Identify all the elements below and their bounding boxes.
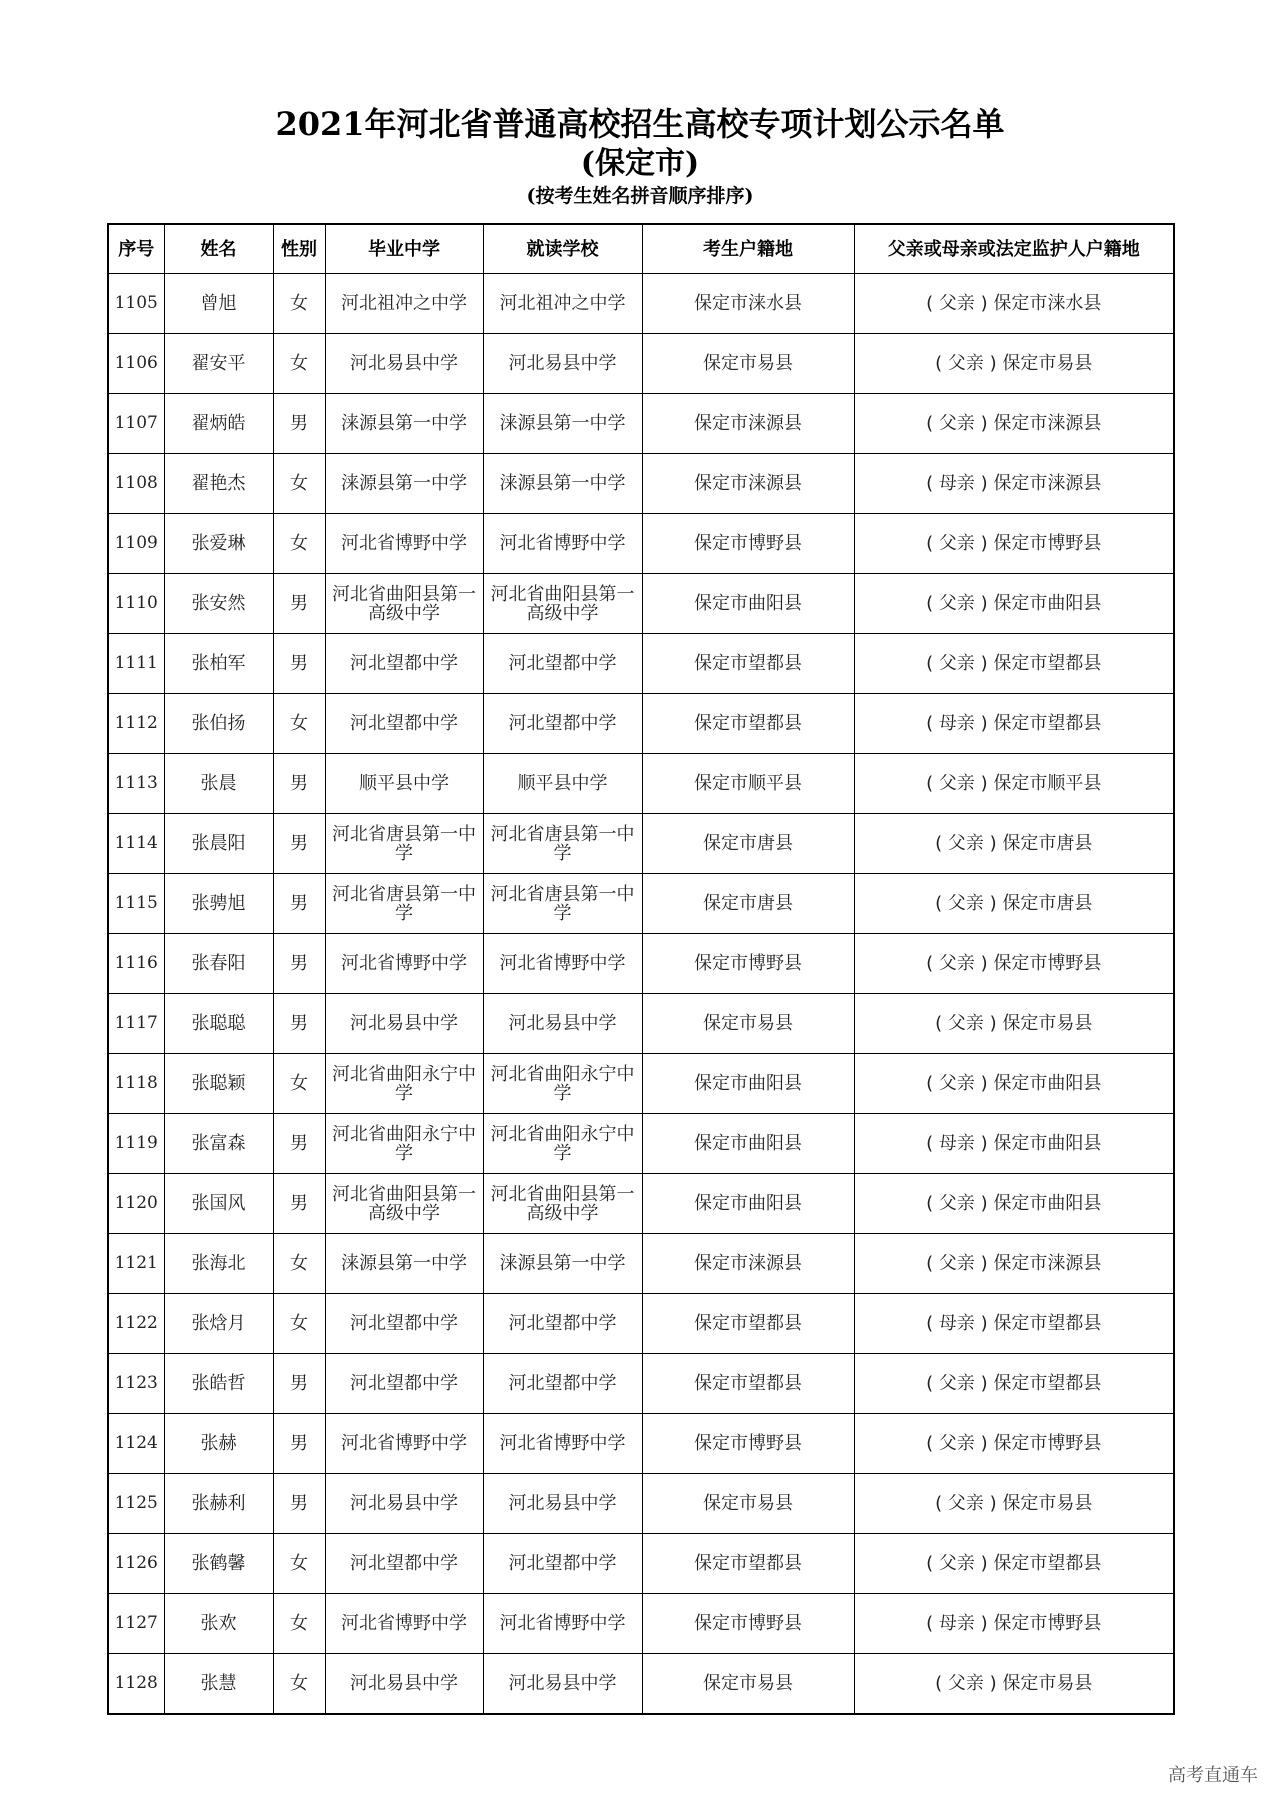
cell-seq: 1105 <box>108 274 164 334</box>
table-row <box>108 694 1174 754</box>
guardian-relation: ( 父亲 ) <box>935 353 997 374</box>
table-row <box>108 514 1174 574</box>
cell-seq: 1128 <box>108 1654 164 1715</box>
cell-guardian-residence <box>854 394 1174 454</box>
cell-gender: 男 <box>273 814 325 874</box>
cell-gender: 男 <box>273 1354 325 1414</box>
cell-residence: 保定市望都县 <box>642 1534 854 1594</box>
cell-gender: 男 <box>273 754 325 814</box>
cell-residence: 保定市涞源县 <box>642 394 854 454</box>
cell-grad-school: 涞源县第一中学 <box>325 1234 483 1294</box>
cell-seq: 1110 <box>108 574 164 634</box>
cell-name: 翟安平 <box>164 334 273 394</box>
cell-seq: 1108 <box>108 454 164 514</box>
cell-gender: 男 <box>273 634 325 694</box>
guardian-relation: ( 母亲 ) <box>926 473 988 494</box>
table-row <box>108 394 1174 454</box>
cell-name: 翟艳杰 <box>164 454 273 514</box>
guardian-relation: ( 母亲 ) <box>926 1313 988 1334</box>
cell-gender: 男 <box>273 394 325 454</box>
guardian-relation: ( 父亲 ) <box>926 1193 988 1214</box>
cell-name: 张爱琳 <box>164 514 273 574</box>
cell-gender: 女 <box>273 274 325 334</box>
document-sort-note: (按考生姓名拼音顺序排序) <box>526 185 754 207</box>
guardian-place: 保定市易县 <box>1002 353 1093 374</box>
cell-current-school: 河北望都中学 <box>483 694 642 754</box>
cell-name: 张皓哲 <box>164 1354 273 1414</box>
cell-guardian-residence <box>854 1294 1174 1354</box>
cell-grad-school: 河北望都中学 <box>325 634 483 694</box>
header-seq: 序号 <box>108 224 164 274</box>
cell-grad-school: 河北望都中学 <box>325 1354 483 1414</box>
cell-guardian-residence <box>854 1474 1174 1534</box>
cell-name: 张安然 <box>164 574 273 634</box>
cell-guardian-residence <box>854 994 1174 1054</box>
cell-current-school: 河北易县中学 <box>483 1474 642 1534</box>
cell-name: 曾旭 <box>164 274 273 334</box>
table-row <box>108 994 1174 1054</box>
cell-gender: 女 <box>273 1534 325 1594</box>
guardian-relation: ( 母亲 ) <box>926 1613 988 1634</box>
table-row <box>108 1414 1174 1474</box>
cell-guardian-residence <box>854 334 1174 394</box>
guardian-place: 保定市博野县 <box>993 1613 1102 1634</box>
cell-current-school: 河北省唐县第一中学 <box>483 814 642 874</box>
guardian-relation: ( 母亲 ) <box>926 713 988 734</box>
cell-gender: 男 <box>273 994 325 1054</box>
guardian-place: 保定市望都县 <box>993 1553 1102 1574</box>
cell-seq: 1106 <box>108 334 164 394</box>
cell-current-school: 河北易县中学 <box>483 334 642 394</box>
cell-grad-school: 河北省博野中学 <box>325 1594 483 1654</box>
cell-gender: 男 <box>273 574 325 634</box>
guardian-place: 保定市博野县 <box>993 533 1102 554</box>
cell-gender: 女 <box>273 334 325 394</box>
cell-name: 张焓月 <box>164 1294 273 1354</box>
cell-seq: 1112 <box>108 694 164 754</box>
guardian-place: 保定市易县 <box>1002 1013 1093 1034</box>
guardian-relation: ( 父亲 ) <box>935 833 997 854</box>
cell-grad-school: 河北易县中学 <box>325 1654 483 1715</box>
guardian-place: 保定市唐县 <box>1002 833 1093 854</box>
cell-grad-school: 河北省博野中学 <box>325 1414 483 1474</box>
cell-guardian-residence <box>854 1414 1174 1474</box>
cell-guardian-residence <box>854 454 1174 514</box>
guardian-relation: ( 父亲 ) <box>926 1433 988 1454</box>
roster-table <box>107 223 1175 1715</box>
table-row <box>108 874 1174 934</box>
cell-grad-school: 涞源县第一中学 <box>325 394 483 454</box>
cell-grad-school: 涞源县第一中学 <box>325 454 483 514</box>
cell-gender: 女 <box>273 1234 325 1294</box>
cell-name: 张富森 <box>164 1114 273 1174</box>
cell-gender: 男 <box>273 1414 325 1474</box>
guardian-relation: ( 父亲 ) <box>926 773 988 794</box>
cell-seq: 1107 <box>108 394 164 454</box>
cell-guardian-residence <box>854 1114 1174 1174</box>
table-row <box>108 634 1174 694</box>
cell-grad-school: 顺平县中学 <box>325 754 483 814</box>
guardian-place: 保定市涞源县 <box>993 473 1102 494</box>
cell-grad-school: 河北省曲阳县第一高级中学 <box>325 574 483 634</box>
cell-seq: 1120 <box>108 1174 164 1234</box>
cell-name: 张骋旭 <box>164 874 273 934</box>
cell-name: 张国风 <box>164 1174 273 1234</box>
guardian-relation: ( 父亲 ) <box>926 593 988 614</box>
guardian-place: 保定市涞水县 <box>993 293 1102 314</box>
cell-residence: 保定市博野县 <box>642 934 854 994</box>
guardian-place: 保定市望都县 <box>993 1373 1102 1394</box>
guardian-place: 保定市望都县 <box>993 713 1102 734</box>
cell-residence: 保定市曲阳县 <box>642 1054 854 1114</box>
guardian-place: 保定市博野县 <box>993 1433 1102 1454</box>
cell-grad-school: 河北省博野中学 <box>325 934 483 994</box>
cell-grad-school: 河北望都中学 <box>325 1294 483 1354</box>
cell-gender: 女 <box>273 1654 325 1715</box>
cell-current-school: 河北望都中学 <box>483 1354 642 1414</box>
table-row <box>108 1234 1174 1294</box>
cell-guardian-residence <box>854 934 1174 994</box>
table-row <box>108 1474 1174 1534</box>
cell-gender: 男 <box>273 1114 325 1174</box>
cell-current-school: 河北易县中学 <box>483 994 642 1054</box>
cell-grad-school: 河北省唐县第一中学 <box>325 874 483 934</box>
guardian-relation: ( 母亲 ) <box>926 1133 988 1154</box>
cell-residence: 保定市曲阳县 <box>642 1174 854 1234</box>
cell-seq: 1118 <box>108 1054 164 1114</box>
guardian-place: 保定市涞源县 <box>993 1253 1102 1274</box>
cell-current-school: 河北省曲阳永宁中学 <box>483 1054 642 1114</box>
cell-guardian-residence <box>854 1594 1174 1654</box>
guardian-place: 保定市博野县 <box>993 953 1102 974</box>
cell-residence: 保定市唐县 <box>642 874 854 934</box>
cell-current-school: 河北省博野中学 <box>483 934 642 994</box>
cell-seq: 1117 <box>108 994 164 1054</box>
watermark: 高考直通车 <box>1168 1765 1258 1786</box>
cell-current-school: 涞源县第一中学 <box>483 454 642 514</box>
cell-guardian-residence <box>854 874 1174 934</box>
cell-gender: 女 <box>273 1054 325 1114</box>
guardian-relation: ( 父亲 ) <box>926 1553 988 1574</box>
cell-name: 张慧 <box>164 1654 273 1715</box>
table-row <box>108 1174 1174 1234</box>
table-row <box>108 274 1174 334</box>
cell-current-school: 河北易县中学 <box>483 1654 642 1715</box>
cell-seq: 1125 <box>108 1474 164 1534</box>
cell-guardian-residence <box>854 694 1174 754</box>
table-row <box>108 754 1174 814</box>
cell-residence: 保定市唐县 <box>642 814 854 874</box>
cell-name: 张鹤馨 <box>164 1534 273 1594</box>
guardian-place: 保定市曲阳县 <box>993 1133 1102 1154</box>
cell-grad-school: 河北易县中学 <box>325 1474 483 1534</box>
cell-seq: 1123 <box>108 1354 164 1414</box>
cell-residence: 保定市望都县 <box>642 1294 854 1354</box>
cell-seq: 1119 <box>108 1114 164 1174</box>
guardian-relation: ( 父亲 ) <box>926 293 988 314</box>
cell-name: 张晨阳 <box>164 814 273 874</box>
cell-grad-school: 河北望都中学 <box>325 1534 483 1594</box>
guardian-place: 保定市曲阳县 <box>993 1073 1102 1094</box>
cell-name: 张欢 <box>164 1594 273 1654</box>
cell-guardian-residence <box>854 1354 1174 1414</box>
guardian-relation: ( 父亲 ) <box>926 1253 988 1274</box>
table-row <box>108 1054 1174 1114</box>
cell-residence: 保定市博野县 <box>642 1414 854 1474</box>
table-row <box>108 1534 1174 1594</box>
cell-residence: 保定市顺平县 <box>642 754 854 814</box>
guardian-relation: ( 父亲 ) <box>926 413 988 434</box>
cell-seq: 1111 <box>108 634 164 694</box>
cell-current-school: 河北省唐县第一中学 <box>483 874 642 934</box>
table-body <box>108 274 1174 1715</box>
table-row <box>108 334 1174 394</box>
guardian-relation: ( 父亲 ) <box>926 953 988 974</box>
cell-grad-school: 河北省博野中学 <box>325 514 483 574</box>
guardian-place: 保定市曲阳县 <box>993 593 1102 614</box>
cell-guardian-residence <box>854 1174 1174 1234</box>
cell-residence: 保定市望都县 <box>642 634 854 694</box>
cell-residence: 保定市曲阳县 <box>642 1114 854 1174</box>
guardian-relation: ( 父亲 ) <box>935 1493 997 1514</box>
cell-gender: 女 <box>273 1294 325 1354</box>
cell-residence: 保定市涞源县 <box>642 454 854 514</box>
cell-name: 张柏军 <box>164 634 273 694</box>
guardian-place: 保定市顺平县 <box>993 773 1102 794</box>
cell-name: 张赫 <box>164 1414 273 1474</box>
table-row <box>108 814 1174 874</box>
cell-name: 张春阳 <box>164 934 273 994</box>
table-row <box>108 574 1174 634</box>
cell-grad-school: 河北省曲阳永宁中学 <box>325 1054 483 1114</box>
cell-residence: 保定市曲阳县 <box>642 574 854 634</box>
header-guardian-residence: 父亲或母亲或法定监护人户籍地 <box>854 224 1174 274</box>
cell-current-school: 河北省曲阳县第一高级中学 <box>483 1174 642 1234</box>
cell-residence: 保定市涞水县 <box>642 274 854 334</box>
cell-gender: 男 <box>273 934 325 994</box>
cell-name: 张海北 <box>164 1234 273 1294</box>
guardian-place: 保定市易县 <box>1002 1493 1093 1514</box>
cell-residence: 保定市易县 <box>642 1474 854 1534</box>
cell-name: 张赫利 <box>164 1474 273 1534</box>
cell-residence: 保定市易县 <box>642 994 854 1054</box>
cell-grad-school: 河北祖冲之中学 <box>325 274 483 334</box>
document-city: (保定市) <box>580 146 700 181</box>
cell-current-school: 河北祖冲之中学 <box>483 274 642 334</box>
guardian-relation: ( 父亲 ) <box>935 1673 997 1694</box>
table-row <box>108 1594 1174 1654</box>
cell-current-school: 河北望都中学 <box>483 634 642 694</box>
cell-seq: 1114 <box>108 814 164 874</box>
table-row <box>108 1354 1174 1414</box>
cell-gender: 男 <box>273 874 325 934</box>
cell-residence: 保定市易县 <box>642 334 854 394</box>
header-current-school: 就读学校 <box>483 224 642 274</box>
table-row <box>108 1654 1174 1715</box>
guardian-relation: ( 父亲 ) <box>926 1073 988 1094</box>
cell-grad-school: 河北易县中学 <box>325 334 483 394</box>
cell-current-school: 河北望都中学 <box>483 1294 642 1354</box>
cell-seq: 1124 <box>108 1414 164 1474</box>
cell-current-school: 河北省曲阳永宁中学 <box>483 1114 642 1174</box>
cell-guardian-residence <box>854 814 1174 874</box>
guardian-place: 保定市涞源县 <box>993 413 1102 434</box>
guardian-relation: ( 父亲 ) <box>935 1013 997 1034</box>
cell-residence: 保定市望都县 <box>642 1354 854 1414</box>
cell-current-school: 顺平县中学 <box>483 754 642 814</box>
cell-grad-school: 河北易县中学 <box>325 994 483 1054</box>
cell-seq: 1113 <box>108 754 164 814</box>
cell-current-school: 河北省博野中学 <box>483 1414 642 1474</box>
cell-seq: 1116 <box>108 934 164 994</box>
cell-name: 张聪颖 <box>164 1054 273 1114</box>
cell-name: 翟炳皓 <box>164 394 273 454</box>
guardian-place: 保定市望都县 <box>993 653 1102 674</box>
cell-guardian-residence <box>854 1654 1174 1715</box>
cell-guardian-residence <box>854 1054 1174 1114</box>
guardian-place: 保定市易县 <box>1002 1673 1093 1694</box>
cell-grad-school: 河北省曲阳县第一高级中学 <box>325 1174 483 1234</box>
cell-guardian-residence <box>854 754 1174 814</box>
cell-name: 张聪聪 <box>164 994 273 1054</box>
cell-residence: 保定市易县 <box>642 1654 854 1715</box>
cell-guardian-residence <box>854 574 1174 634</box>
cell-seq: 1121 <box>108 1234 164 1294</box>
cell-guardian-residence <box>854 1534 1174 1594</box>
table-row <box>108 454 1174 514</box>
cell-grad-school: 河北望都中学 <box>325 694 483 754</box>
guardian-relation: ( 父亲 ) <box>935 893 997 914</box>
cell-current-school: 河北省曲阳县第一高级中学 <box>483 574 642 634</box>
guardian-place: 保定市唐县 <box>1002 893 1093 914</box>
guardian-relation: ( 父亲 ) <box>926 533 988 554</box>
guardian-place: 保定市曲阳县 <box>993 1193 1102 1214</box>
table-header <box>108 224 1174 274</box>
guardian-relation: ( 父亲 ) <box>926 653 988 674</box>
guardian-relation: ( 父亲 ) <box>926 1373 988 1394</box>
cell-grad-school: 河北省唐县第一中学 <box>325 814 483 874</box>
cell-seq: 1126 <box>108 1534 164 1594</box>
header-name: 姓名 <box>164 224 273 274</box>
cell-seq: 1115 <box>108 874 164 934</box>
cell-guardian-residence <box>854 1234 1174 1294</box>
cell-current-school: 河北省博野中学 <box>483 514 642 574</box>
cell-gender: 女 <box>273 1594 325 1654</box>
cell-grad-school: 河北省曲阳永宁中学 <box>325 1114 483 1174</box>
header-grad-school: 毕业中学 <box>325 224 483 274</box>
cell-current-school: 河北望都中学 <box>483 1534 642 1594</box>
cell-seq: 1109 <box>108 514 164 574</box>
table-row <box>108 1294 1174 1354</box>
header-row <box>108 224 1174 274</box>
cell-gender: 男 <box>273 1474 325 1534</box>
cell-guardian-residence <box>854 274 1174 334</box>
cell-seq: 1127 <box>108 1594 164 1654</box>
cell-gender: 男 <box>273 1174 325 1234</box>
cell-gender: 女 <box>273 694 325 754</box>
cell-current-school: 涞源县第一中学 <box>483 394 642 454</box>
cell-name: 张伯扬 <box>164 694 273 754</box>
header-residence: 考生户籍地 <box>642 224 854 274</box>
document-title: 2021年河北省普通高校招生高校专项计划公示名单 <box>275 105 1005 143</box>
table-row <box>108 1114 1174 1174</box>
cell-residence: 保定市博野县 <box>642 1594 854 1654</box>
cell-residence: 保定市望都县 <box>642 694 854 754</box>
cell-current-school: 涞源县第一中学 <box>483 1234 642 1294</box>
cell-residence: 保定市博野县 <box>642 514 854 574</box>
cell-current-school: 河北省博野中学 <box>483 1594 642 1654</box>
cell-seq: 1122 <box>108 1294 164 1354</box>
cell-residence: 保定市涞源县 <box>642 1234 854 1294</box>
cell-gender: 女 <box>273 454 325 514</box>
cell-guardian-residence <box>854 634 1174 694</box>
table-row <box>108 934 1174 994</box>
cell-guardian-residence <box>854 514 1174 574</box>
header-gender: 性别 <box>273 224 325 274</box>
cell-name: 张晨 <box>164 754 273 814</box>
cell-gender: 女 <box>273 514 325 574</box>
guardian-place: 保定市望都县 <box>993 1313 1102 1334</box>
